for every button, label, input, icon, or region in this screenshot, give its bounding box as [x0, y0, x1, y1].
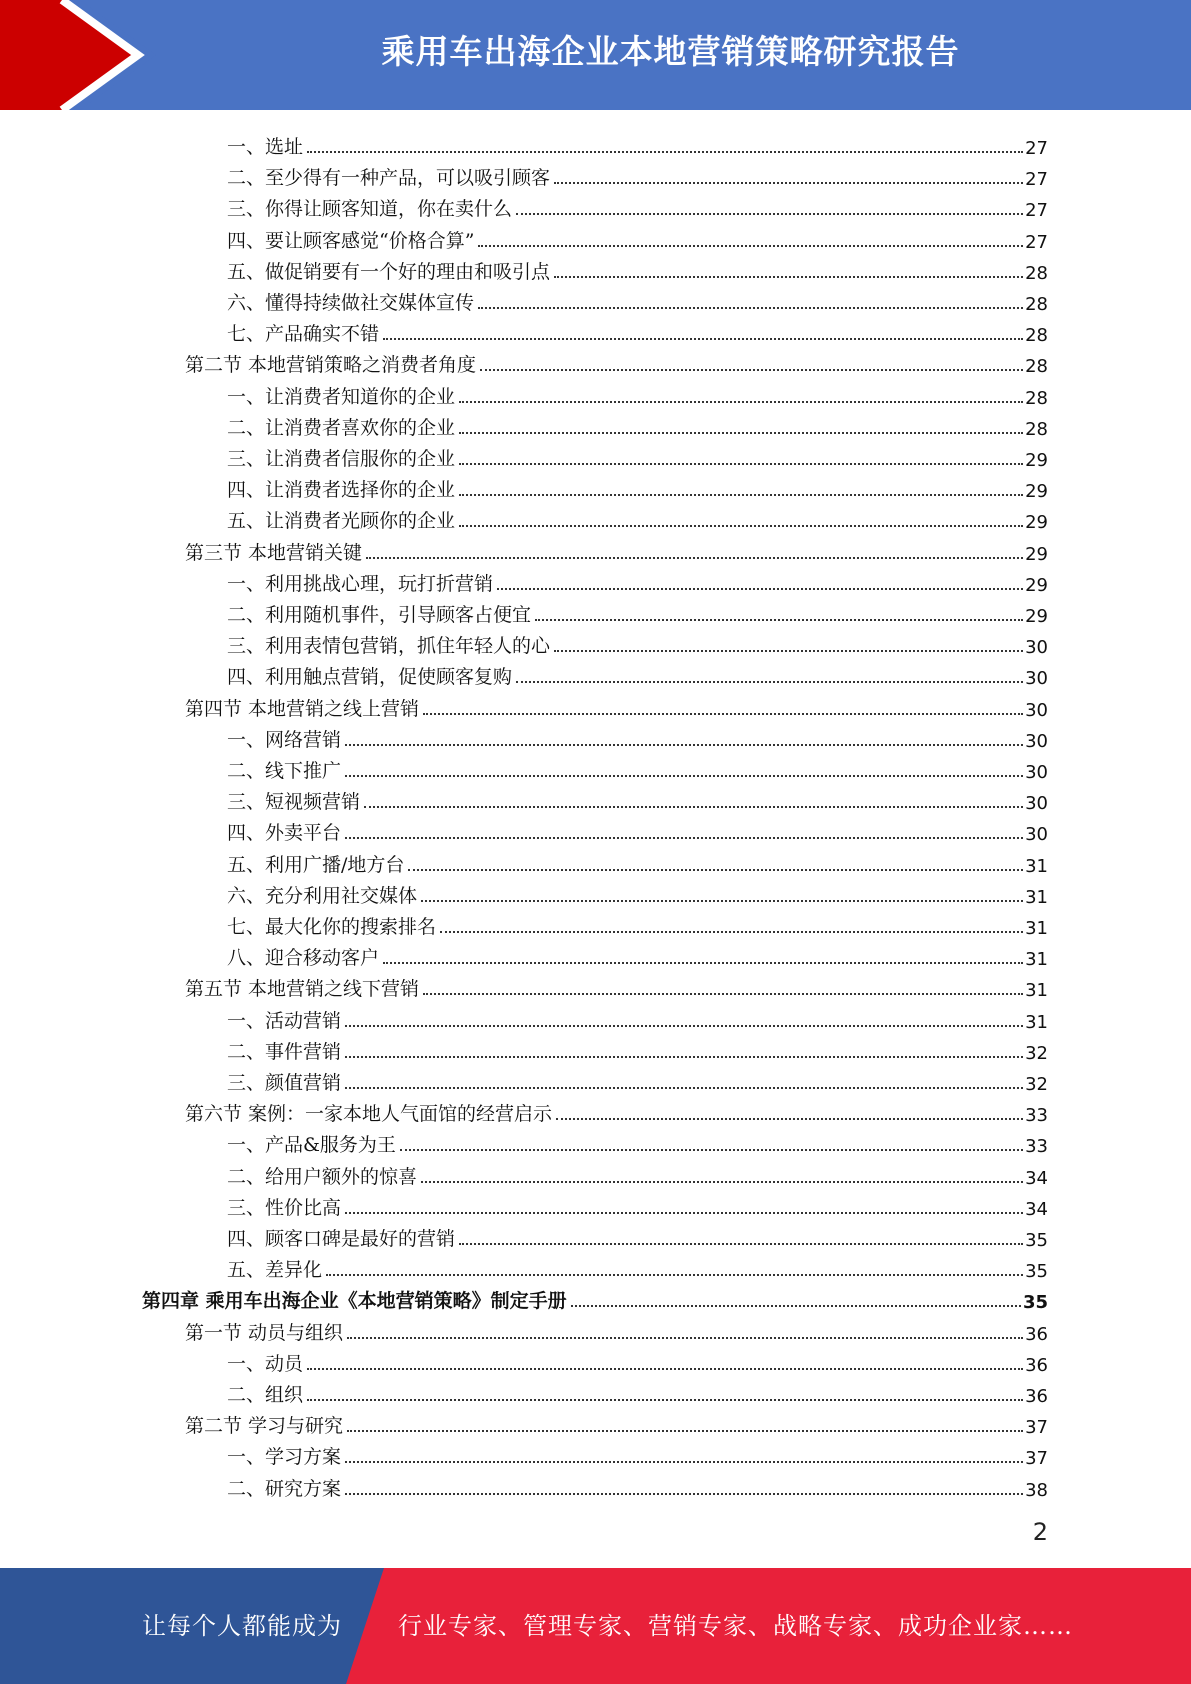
- toc-entry-label: 四、外卖平台: [227, 822, 342, 845]
- toc-leader-dots: [423, 993, 1023, 995]
- toc-entry[interactable]: [185, 690, 1048, 721]
- toc-entry-label: 第六节 案例：一家本地人气面馆的经营启示: [185, 1103, 553, 1126]
- toc-entry-label: 五、做促销要有一个好的理由和吸引点: [227, 260, 551, 283]
- toc-entry-page: 27: [1025, 169, 1048, 191]
- toc-entry[interactable]: [227, 1376, 1048, 1407]
- toc-entry-label: 三、利用表情包营销，抓住年轻人的心: [227, 635, 551, 658]
- toc-entry[interactable]: [227, 1002, 1048, 1033]
- toc-leader-dots: [459, 494, 1023, 496]
- toc-entry[interactable]: [227, 846, 1048, 877]
- toc-leader-dots: [440, 931, 1023, 933]
- toc-entry-label: 第一节 动员与组织: [185, 1321, 344, 1344]
- toc-leader-dots: [345, 744, 1023, 746]
- toc-entry-label: 三、颜值营销: [227, 1072, 342, 1094]
- page-number: 2: [1032, 1518, 1048, 1546]
- toc-leader-dots: [571, 1305, 1021, 1307]
- toc-entry-page: 35: [1022, 1292, 1048, 1314]
- toc-entry[interactable]: [185, 1314, 1048, 1345]
- toc-entry-label: 一、网络营销: [227, 728, 342, 751]
- toc-entry[interactable]: [185, 970, 1048, 1001]
- toc-entry-page: 30: [1025, 793, 1048, 815]
- toc-entry-label: 三、你得让顾客知道，你在卖什么: [227, 198, 513, 221]
- toc-entry-label: 第三节 本地营销关键: [185, 541, 363, 564]
- toc-leader-dots: [421, 1181, 1023, 1183]
- toc-entry-page: 31: [1025, 980, 1048, 1002]
- toc-leader-dots: [307, 151, 1023, 153]
- toc-entry-page: 31: [1025, 855, 1048, 877]
- toc-leader-dots: [556, 1118, 1023, 1120]
- header-title: 乘用车出海企业本地营销策略研究报告: [381, 32, 960, 71]
- toc-entry[interactable]: [227, 565, 1048, 596]
- toc-entry-page: 38: [1025, 1479, 1048, 1501]
- toc-entry-label: 二、给用户额外的惊喜: [227, 1165, 418, 1188]
- toc-entry-page: 34: [1025, 1167, 1048, 1189]
- footer-slogan-left: 让每个人都能成为: [142, 1612, 342, 1640]
- toc-entry-label: 八、迎合移动客户: [227, 947, 380, 970]
- toc-entry-page: 30: [1025, 637, 1048, 659]
- toc-entry-page: 30: [1025, 699, 1048, 721]
- toc-entry-page: 29: [1025, 606, 1048, 627]
- toc-entry-page: 28: [1025, 387, 1048, 409]
- toc-entry[interactable]: [227, 908, 1048, 939]
- toc-leader-dots: [345, 1087, 1023, 1089]
- toc-entry-label: 二、线下推广: [227, 760, 342, 782]
- toc-leader-dots: [554, 650, 1023, 652]
- toc-entry-label: 四、顾客口碑是最好的营销: [227, 1228, 456, 1250]
- toc-entry[interactable]: [227, 721, 1048, 752]
- toc-entry[interactable]: [227, 378, 1048, 409]
- toc-entry[interactable]: [227, 1126, 1048, 1157]
- toc-leader-dots: [345, 1461, 1023, 1463]
- toc-entry-page: 33: [1025, 1136, 1048, 1158]
- toc-leader-dots: [480, 369, 1023, 371]
- toc-leader-dots: [345, 775, 1023, 777]
- toc-entry-label: 二、至少得有一种产品，可以吸引顾客: [227, 167, 551, 190]
- toc-entry-page: 34: [1025, 1198, 1048, 1220]
- toc-entry-page: 29: [1025, 543, 1048, 565]
- toc-leader-dots: [345, 1056, 1023, 1058]
- toc-entry-page: 35: [1025, 1261, 1048, 1283]
- toc-entry[interactable]: [227, 222, 1048, 253]
- toc-entry[interactable]: [142, 1282, 1048, 1313]
- toc-entry[interactable]: [227, 409, 1048, 440]
- toc-entry-label: 七、最大化你的搜索排名: [227, 916, 437, 938]
- toc-entry[interactable]: [227, 1220, 1048, 1251]
- toc-entry-label: 五、利用广播/地方台: [227, 853, 405, 876]
- toc-leader-dots: [347, 1337, 1023, 1339]
- page-footer: [0, 1568, 1191, 1684]
- footer-slogan-right: 行业专家、管理专家、营销专家、战略专家、成功企业家……: [398, 1612, 1073, 1640]
- toc-entry-page: 29: [1025, 512, 1048, 534]
- toc-entry-page: 29: [1025, 574, 1048, 596]
- toc-entry[interactable]: [227, 471, 1048, 502]
- toc-entry[interactable]: [227, 1470, 1048, 1501]
- toc-entry-page: 32: [1025, 1074, 1048, 1095]
- toc-entry-page: 30: [1025, 824, 1048, 846]
- toc-entry-label: 三、让消费者信服你的企业: [227, 448, 456, 470]
- toc-entry-page: 27: [1025, 231, 1048, 253]
- toc-entry-label: 六、懂得持续做社交媒体宣传: [227, 292, 475, 314]
- toc-entry[interactable]: [227, 1064, 1048, 1095]
- toc-leader-dots: [478, 307, 1023, 309]
- toc-leader-dots: [459, 401, 1023, 403]
- toc-entry-label: 五、差异化: [227, 1259, 323, 1282]
- toc-entry-label: 一、动员: [227, 1352, 304, 1375]
- toc-leader-dots: [400, 1149, 1023, 1151]
- toc-entry[interactable]: [227, 440, 1048, 471]
- toc-entry[interactable]: [227, 814, 1048, 845]
- toc-entry-page: 37: [1025, 1448, 1048, 1470]
- toc-leader-dots: [459, 525, 1023, 527]
- toc-entry-label: 二、研究方案: [227, 1477, 342, 1500]
- toc-entry[interactable]: [227, 315, 1048, 346]
- toc-leader-dots: [326, 1274, 1023, 1276]
- toc-entry-page: 29: [1025, 481, 1048, 503]
- toc-entry[interactable]: [227, 284, 1048, 315]
- toc-leader-dots: [423, 713, 1023, 715]
- toc-entry[interactable]: [185, 346, 1048, 377]
- toc-entry[interactable]: [227, 1438, 1048, 1469]
- toc-entry[interactable]: [185, 534, 1048, 565]
- toc-entry-label: 第四节 本地营销之线上营销: [185, 697, 420, 720]
- toc-entry-label: 四、利用触点营销，促使顾客复购: [227, 666, 513, 689]
- toc-entry-label: 一、让消费者知道你的企业: [227, 385, 456, 408]
- toc-entry-label: 第四章 乘用车出海企业《本地营销策略》制定手册: [142, 1290, 567, 1313]
- toc-entry-page: 30: [1025, 730, 1048, 752]
- toc-entry-label: 六、充分利用社交媒体: [227, 884, 418, 907]
- toc-entry-label: 四、要让顾客感觉“价格合算”: [227, 229, 475, 252]
- page-header: [0, 0, 1191, 110]
- toc-entry-label: 二、让消费者喜欢你的企业: [227, 416, 456, 439]
- toc-leader-dots: [383, 338, 1023, 340]
- toc-entry-page: 31: [1025, 949, 1048, 971]
- toc-entry-page: 31: [1025, 1011, 1048, 1033]
- toc-entry-label: 一、产品&服务为王: [227, 1134, 396, 1157]
- toc-entry[interactable]: [227, 1033, 1048, 1064]
- toc-entry[interactable]: [185, 1095, 1048, 1126]
- toc-entry-page: 27: [1025, 200, 1048, 222]
- toc-leader-dots: [516, 213, 1023, 215]
- toc-entry[interactable]: [227, 658, 1048, 689]
- toc-leader-dots: [554, 276, 1023, 278]
- toc-leader-dots: [347, 1430, 1023, 1432]
- toc-entry-page: 32: [1025, 1042, 1048, 1064]
- toc-entry-label: 一、活动营销: [227, 1009, 342, 1032]
- toc-entry[interactable]: [227, 128, 1048, 159]
- toc-leader-dots: [554, 182, 1023, 184]
- toc-leader-dots: [516, 681, 1023, 683]
- toc-entry-page: 31: [1025, 886, 1048, 908]
- toc-entry-page: 28: [1025, 418, 1048, 440]
- toc-entry[interactable]: [227, 1345, 1048, 1376]
- toc-entry-label: 七、产品确实不错: [227, 323, 380, 346]
- toc-leader-dots: [408, 869, 1023, 871]
- toc-entry-page: 35: [1025, 1230, 1048, 1251]
- toc-entry[interactable]: [227, 502, 1048, 533]
- toc-entry-label: 二、利用随机事件，引导顾客占便宜: [227, 604, 532, 626]
- toc-entry-page: 30: [1025, 668, 1048, 690]
- toc-entry[interactable]: [185, 1407, 1048, 1438]
- toc-leader-dots: [307, 1368, 1023, 1370]
- toc-entry-label: 三、性价比高: [227, 1196, 342, 1219]
- toc-entry-page: 33: [1025, 1105, 1048, 1127]
- toc-entry[interactable]: [227, 1158, 1048, 1189]
- toc-entry-label: 一、利用挑战心理，玩打折营销: [227, 572, 494, 595]
- toc-entry-label: 二、组织: [227, 1384, 304, 1406]
- toc-entry[interactable]: [227, 253, 1048, 284]
- toc-entry[interactable]: [227, 752, 1048, 783]
- toc-entry[interactable]: [227, 939, 1048, 970]
- toc-leader-dots: [345, 1025, 1023, 1027]
- toc-leader-dots: [459, 1243, 1023, 1245]
- toc-entry-label: 四、让消费者选择你的企业: [227, 479, 456, 502]
- toc-entry[interactable]: [227, 783, 1048, 814]
- toc-entry-page: 30: [1025, 762, 1048, 783]
- toc-entry-page: 36: [1025, 1386, 1048, 1407]
- toc-entry-label: 第五节 本地营销之线下营销: [185, 978, 420, 1001]
- toc-entry[interactable]: [227, 1251, 1048, 1282]
- toc-entry-page: 28: [1025, 356, 1048, 378]
- toc-leader-dots: [383, 962, 1023, 964]
- toc-leader-dots: [307, 1399, 1023, 1401]
- toc-entry-label: 二、事件营销: [227, 1040, 342, 1063]
- toc-leader-dots: [459, 432, 1023, 434]
- toc-leader-dots: [366, 557, 1023, 559]
- toc-entry-label: 三、短视频营销: [227, 791, 361, 814]
- toc-entry[interactable]: [227, 1189, 1048, 1220]
- toc-leader-dots: [497, 588, 1023, 590]
- toc-entry-page: 31: [1025, 918, 1048, 939]
- toc-entry[interactable]: [227, 627, 1048, 658]
- toc-entry[interactable]: [227, 159, 1048, 190]
- toc-leader-dots: [364, 806, 1023, 808]
- toc-entry-page: 28: [1025, 262, 1048, 284]
- toc-leader-dots: [459, 463, 1023, 465]
- toc-entry-page: 28: [1025, 294, 1048, 315]
- toc-entry[interactable]: [227, 596, 1048, 627]
- toc-entry-label: 五、让消费者光顾你的企业: [227, 510, 456, 533]
- toc-entry-page: 36: [1025, 1354, 1048, 1376]
- toc-entry[interactable]: [227, 190, 1048, 221]
- toc-leader-dots: [345, 837, 1023, 839]
- toc-entry-label: 第二节 学习与研究: [185, 1415, 344, 1438]
- toc-entry-label: 第二节 本地营销策略之消费者角度: [185, 354, 477, 377]
- toc-leader-dots: [535, 619, 1023, 621]
- toc-leader-dots: [345, 1493, 1023, 1495]
- toc-entry-label: 一、学习方案: [227, 1446, 342, 1469]
- toc-leader-dots: [478, 245, 1023, 247]
- toc-entry-page: 27: [1025, 138, 1048, 159]
- toc-entry-label: 一、选址: [227, 136, 304, 158]
- toc-entry-page: 36: [1025, 1323, 1048, 1345]
- toc-leader-dots: [345, 1212, 1023, 1214]
- toc-entry-page: 29: [1025, 450, 1048, 471]
- toc-leader-dots: [421, 900, 1023, 902]
- toc-entry-page: 28: [1025, 325, 1048, 347]
- toc-entry[interactable]: [227, 877, 1048, 908]
- toc-entry-page: 37: [1025, 1417, 1048, 1439]
